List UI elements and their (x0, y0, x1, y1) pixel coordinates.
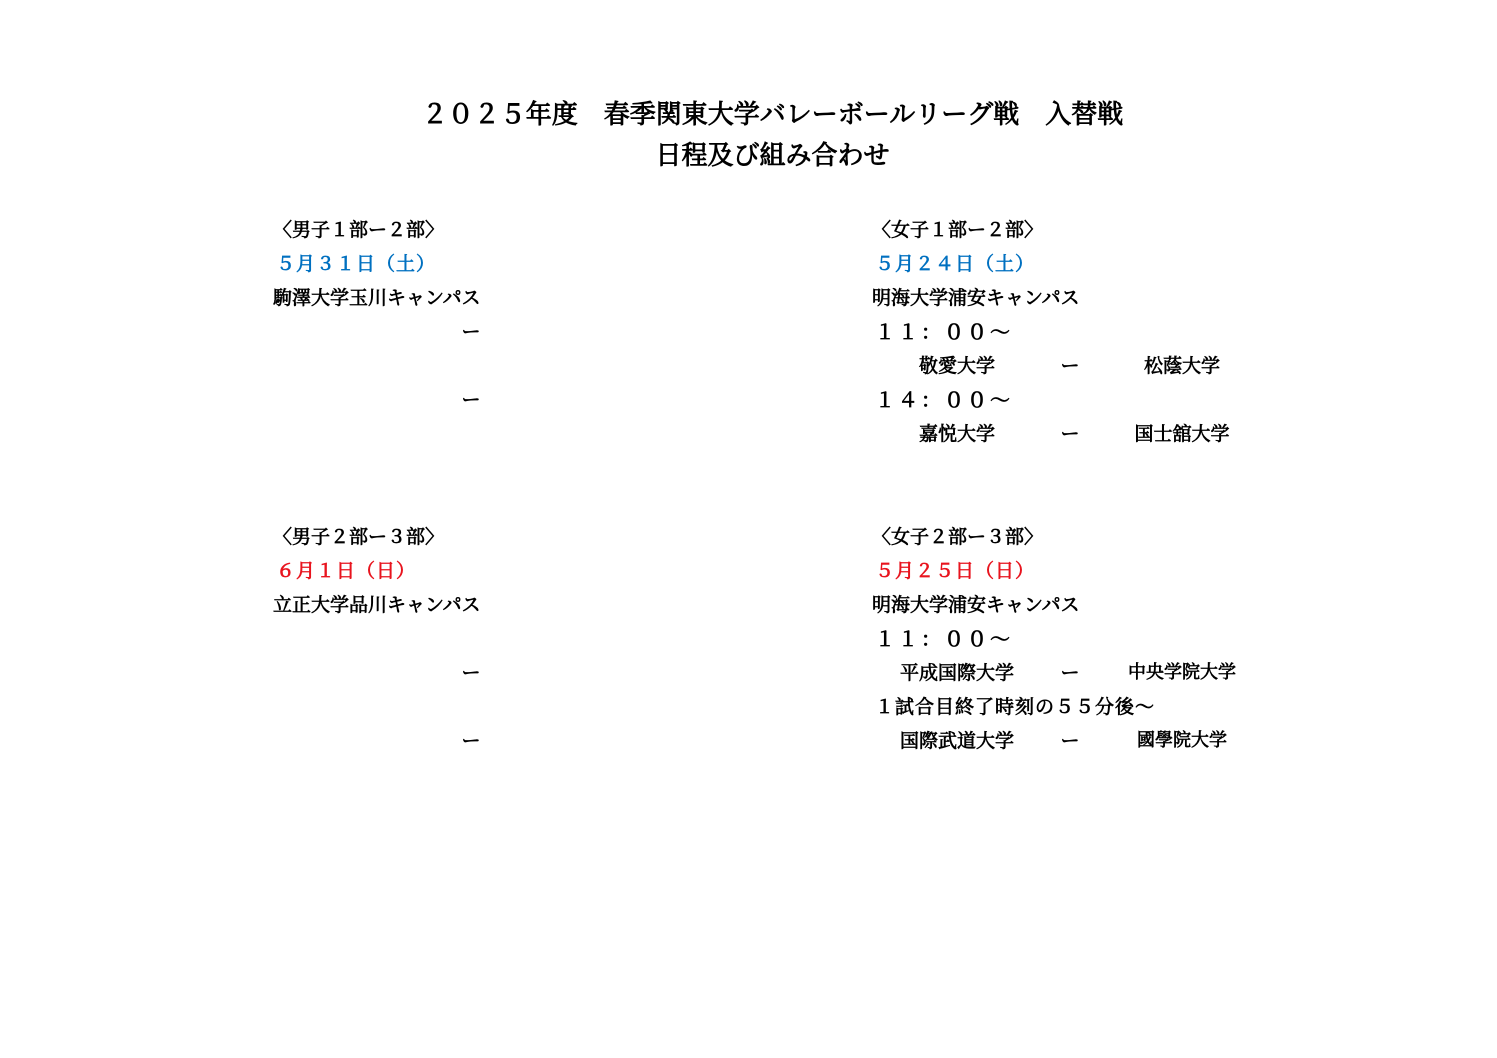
page-title: ２０２５年度 春季関東大学バレーボールリーグ戦 入替戦 (421, 100, 1124, 130)
away-team: 国士舘大学 (1134, 423, 1230, 445)
match-row (273, 315, 773, 349)
match-date: ５月２５日（日） (875, 560, 1036, 582)
versus-dash: ー (1060, 355, 1080, 377)
versus-dash: ー (1060, 423, 1080, 445)
division-heading: 〈男子１部ー２部〉 (273, 219, 445, 241)
match-date: ５月２４日（土） (875, 253, 1036, 275)
match-date: ６月１日（日） (276, 560, 417, 582)
women-division-1-2-block (872, 213, 1292, 453)
versus-dash: ー (1060, 730, 1080, 752)
versus-dash: ー (461, 662, 481, 684)
venue: 駒澤大学玉川キャンパス (273, 287, 481, 309)
men-division-1-2-block (273, 213, 773, 453)
match-row (273, 656, 773, 690)
division-heading: 〈女子２部ー３部〉 (872, 526, 1044, 548)
page-subtitle: 日程及び組み合わせ (655, 141, 890, 171)
match-row (872, 349, 1292, 383)
division-heading: 〈男子２部ー３部〉 (273, 526, 445, 548)
match-row (273, 724, 773, 758)
home-team: 国際武道大学 (899, 730, 1014, 752)
venue: 明海大学浦安キャンパス (872, 594, 1080, 616)
division-heading: 〈女子１部ー２部〉 (872, 219, 1044, 241)
venue: 明海大学浦安キャンパス (872, 287, 1080, 309)
start-time: １１：００～ (875, 627, 1013, 651)
match-date: ５月３１日（土） (276, 253, 437, 275)
away-team: 國學院大学 (1137, 730, 1227, 751)
match-row (872, 417, 1292, 451)
women-division-2-3-block (872, 520, 1292, 760)
venue: 立正大学品川キャンパス (273, 594, 481, 616)
start-time: １４：００～ (875, 388, 1013, 412)
men-division-2-3-block (273, 520, 773, 760)
match-row (872, 656, 1292, 690)
versus-dash: ー (1060, 662, 1080, 684)
match-row (872, 724, 1292, 758)
home-team: 平成国際大学 (899, 662, 1014, 684)
home-team: 敬愛大学 (918, 355, 995, 377)
versus-dash: ー (461, 730, 481, 752)
away-team: 松蔭大学 (1143, 355, 1220, 377)
versus-dash: ー (461, 389, 481, 411)
versus-dash: ー (461, 321, 481, 343)
start-time: １試合目終了時刻の５５分後～ (875, 696, 1156, 718)
home-team: 嘉悦大学 (918, 423, 995, 445)
start-time: １１：００～ (875, 320, 1013, 344)
match-row (273, 383, 773, 417)
away-team: 中央学院大学 (1128, 662, 1236, 683)
